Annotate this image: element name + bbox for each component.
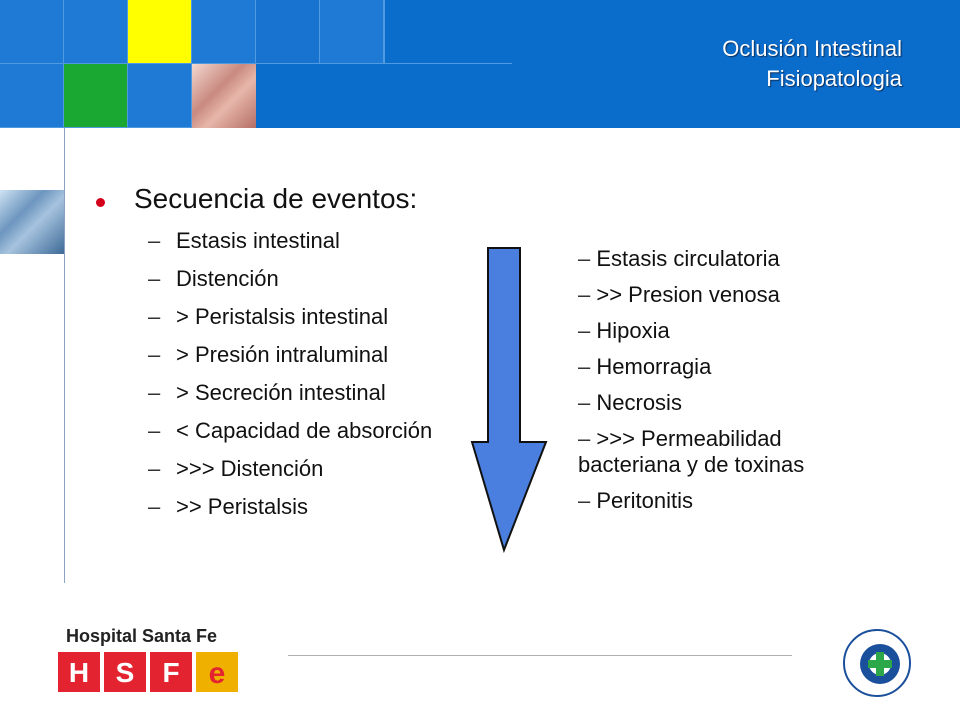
side-photo <box>0 190 64 254</box>
list-item: – < Capacidad de absorción <box>148 418 433 443</box>
list-item: – >>> Permeabilidad bacteriana y de toxinas <box>578 426 805 477</box>
left-divider <box>64 128 65 583</box>
list-item: – Hipoxia <box>578 318 670 343</box>
hsfe-logo <box>58 652 242 692</box>
left-event-list <box>148 228 448 532</box>
dash-marker: – <box>578 488 591 513</box>
header-tile <box>0 0 64 64</box>
header-gridline <box>384 0 385 64</box>
header-band <box>0 0 960 128</box>
header-gridline <box>0 63 512 64</box>
dash-marker: – <box>578 426 591 451</box>
dash-marker: – <box>148 380 161 405</box>
header-tile <box>0 64 64 128</box>
list-item: – Necrosis <box>578 390 682 415</box>
dash-marker: – <box>578 282 591 307</box>
header-tile <box>128 64 192 128</box>
logo-letter-f: F <box>162 657 180 688</box>
list-item: – > Presión intraluminal <box>148 342 389 367</box>
dash-marker: – <box>578 390 591 415</box>
dash-marker: – <box>148 266 161 291</box>
dash-marker: – <box>578 318 591 343</box>
list-item: – >> Presion venosa <box>578 282 780 307</box>
dash-marker: – <box>148 342 161 367</box>
list-item: – > Peristalsis intestinal <box>148 304 389 329</box>
list-item: – Estasis intestinal <box>148 228 340 253</box>
section-heading: Secuencia de eventos: <box>134 183 418 214</box>
slide-title-line2: Fisiopatologia <box>766 66 902 91</box>
footer-divider <box>288 655 792 656</box>
list-item: – Hemorragia <box>578 354 712 379</box>
list-item: – Estasis circulatoria <box>578 246 780 271</box>
dash-marker: – <box>148 418 161 443</box>
header-tile <box>192 0 256 64</box>
slide-title <box>722 34 902 94</box>
right-event-list <box>578 246 878 524</box>
dash-marker: – <box>578 246 591 271</box>
list-item: – Distención <box>148 266 279 291</box>
header-tile <box>256 0 320 64</box>
list-item: – >>> Distención <box>148 456 324 481</box>
down-arrow-icon <box>470 246 550 554</box>
slide-title-line1: Oclusión Intestinal <box>722 36 902 61</box>
logo-letter-s: S <box>115 657 135 688</box>
header-tile-yellow <box>128 0 192 64</box>
header-tile <box>320 0 384 64</box>
header-tile-green <box>64 64 128 128</box>
header-tile <box>64 0 128 64</box>
list-item: – > Secreción intestinal <box>148 380 386 405</box>
dash-marker: – <box>578 354 591 379</box>
logo-letter-h: H <box>68 657 90 688</box>
dash-marker: – <box>148 494 161 519</box>
list-item: – Peritonitis <box>578 488 693 513</box>
dash-marker: – <box>148 304 161 329</box>
logo-letter-e: e <box>208 657 226 690</box>
certification-seal <box>842 628 912 698</box>
dash-marker: – <box>148 228 161 253</box>
header-photo <box>192 64 256 128</box>
dash-marker: – <box>148 456 161 481</box>
hospital-name: Hospital Santa Fe <box>66 626 218 646</box>
list-item: – >> Peristalsis <box>148 494 309 519</box>
heading-bullet <box>96 198 105 207</box>
